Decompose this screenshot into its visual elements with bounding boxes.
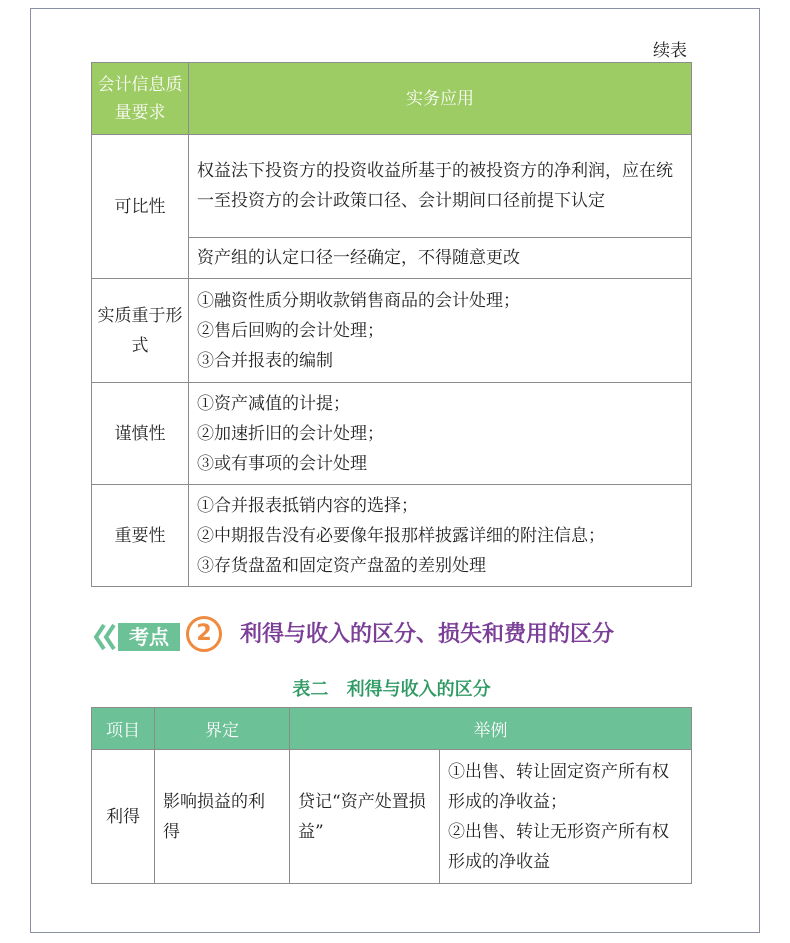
row-entries [189,485,692,587]
quality-requirements-table [91,62,692,587]
list-item: ②出售、转让无形资产所有权形成的净收益 [448,821,669,872]
section-number-badge: 2 [186,616,222,652]
table-header-row [92,63,692,135]
list-item: ①融资性质分期收款销售商品的会计处理； [197,290,520,311]
row-item: 利得 [92,750,155,884]
row-entry: 资产组的认定口径一经确定，不得随意更改 [189,238,692,279]
header-definition: 界定 [155,708,290,750]
continued-label: 续表 [653,41,687,61]
caption-title: 利得与收入的区分 [346,679,491,700]
category-materiality: 重要性 [92,485,189,587]
header-example: 举例 [290,708,692,750]
list-item: ③存货盘盈和固定资产盘盈的差别处理 [197,555,486,576]
header-quality-requirement: 会计信息质量要求 [92,63,189,135]
double-chevron-left-icon [92,622,120,652]
caption-prefix: 表二 [292,679,329,700]
table-row [92,279,692,383]
list-item: ①出售、转让固定资产所有权形成的净收益； [448,761,669,812]
row-entries [189,279,692,383]
category-substance-over-form: 实质重于形式 [92,279,189,383]
table-row [92,750,692,884]
header-item: 项目 [92,708,155,750]
list-item: ③合并报表的编制 [197,350,333,371]
section-title: 利得与收入的区分、损失和费用的区分 [240,622,615,647]
list-item: ②加速折旧的会计处理； [197,423,384,444]
table-row [92,485,692,587]
list-item: ①资产减值的计提； [197,393,350,414]
row-credit-entry: 贷记“资产处置损益” [290,750,440,884]
section-badge: 考点 [118,623,180,651]
header-practical-application: 实务应用 [189,63,692,135]
table-header-row [92,708,692,750]
list-item: ③或有事项的会计处理 [197,453,367,474]
table-caption [91,675,692,701]
row-entry: 权益法下投资方的投资收益所基于的被投资方的净利润，应在统一至投资方的会计政策口径、会计期间口径前提下认定 [189,135,692,238]
list-item: ①合并报表抵销内容的选择； [197,495,418,516]
category-prudence: 谨慎性 [92,383,189,485]
list-item: ②售后回购的会计处理； [197,320,384,341]
row-definition: 影响损益的利得 [155,750,290,884]
category-comparability: 可比性 [92,135,189,279]
row-examples [440,750,692,884]
list-item: ②中期报告没有必要像年报那样披露详细的附注信息； [197,525,605,546]
row-entries [189,383,692,485]
table-row [92,135,692,238]
section-heading [92,614,712,658]
table-row [92,383,692,485]
gains-vs-revenue-table [91,707,692,884]
